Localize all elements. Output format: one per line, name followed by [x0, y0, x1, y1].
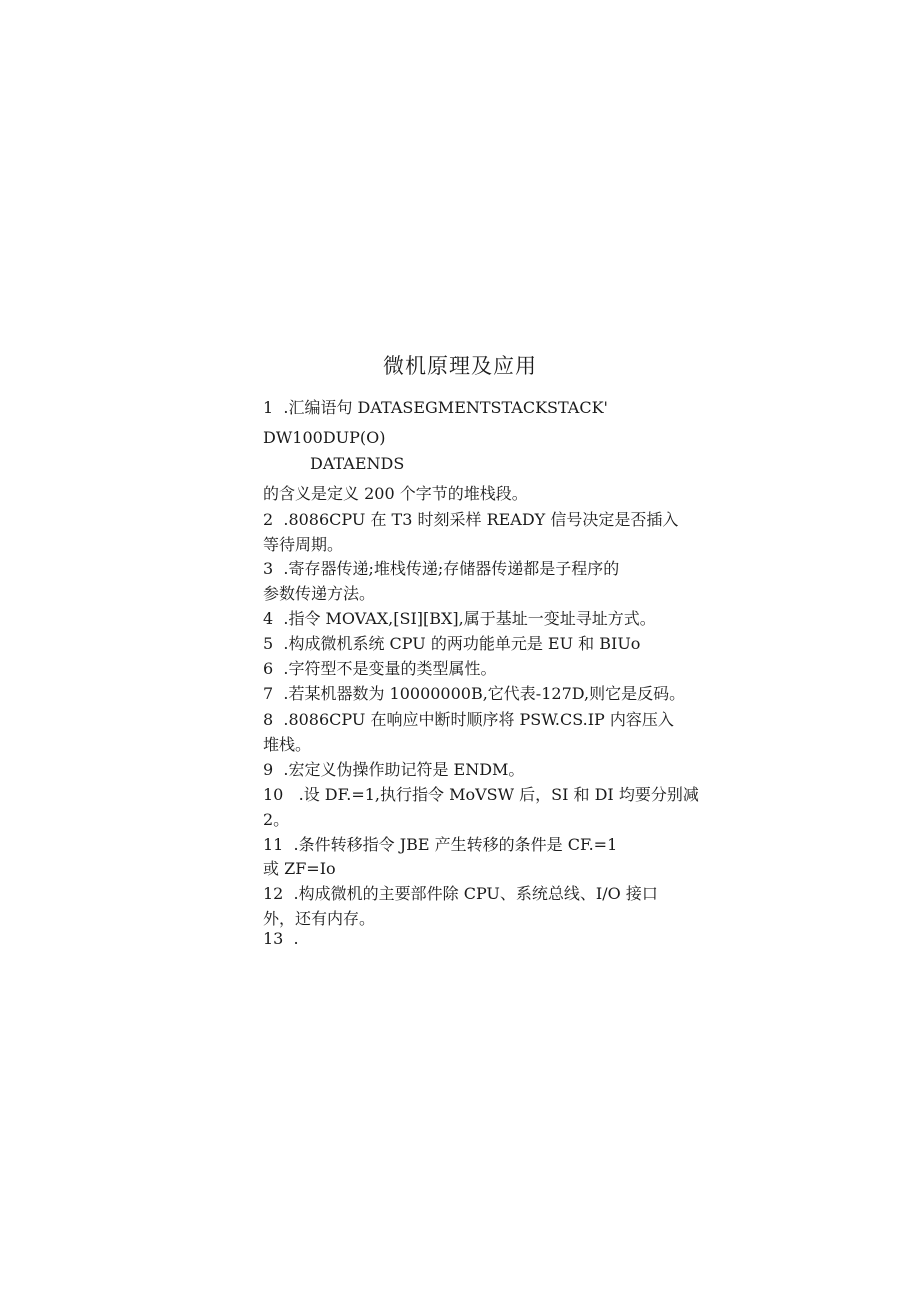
- question-1-line-2: DW100DUP(O): [263, 428, 386, 447]
- question-11-line-2: 或 ZF=Io: [263, 859, 336, 878]
- question-1-line-4: 的含义是定义 200 个字节的堆栈段。: [263, 484, 528, 503]
- question-12-line-2: 外，还有内存。: [263, 909, 376, 928]
- question-11-line-1: 11 .条件转移指令 JBE 产生转移的条件是 CF.=1: [263, 835, 618, 854]
- question-3-line-1: 3 .寄存器传递;堆栈传递;存储器传递都是子程序的: [263, 559, 620, 578]
- question-5-line: 5 .构成微机系统 CPU 的两功能单元是 EU 和 BIUo: [263, 634, 641, 653]
- question-4-line: 4 .指令 MOVAX,[SI][BX],属于基址一变址寻址方式。: [263, 609, 656, 628]
- question-10-line-2: 2。: [263, 810, 290, 829]
- question-10-line-1: 10 .设 DF.=1,执行指令 MoVSW 后，SI 和 DI 均要分别减: [263, 785, 699, 804]
- question-7-line: 7 .若某机器数为 10000000B,它代表-127D,则它是反码。: [263, 684, 686, 703]
- question-3-line-2: 参数传递方法。: [263, 584, 376, 603]
- question-9-line: 9 .宏定义伪操作助记符是 ENDM。: [263, 760, 525, 779]
- question-8-line-1: 8 .8086CPU 在响应中断时顺序将 PSW.CS.IP 内容压入: [263, 710, 674, 729]
- question-12-line-1: 12 .构成微机的主要部件除 CPU、系统总线、I/O 接口: [263, 884, 658, 903]
- question-2-line-1: 2 .8086CPU 在 T3 时刻采样 READY 信号决定是否插入: [263, 510, 679, 529]
- question-8-line-2: 堆栈。: [263, 735, 312, 754]
- page-title: 微机原理及应用: [383, 354, 537, 378]
- question-13-line: 13 .: [263, 929, 299, 948]
- question-1-line-3: DATAENDS: [310, 454, 405, 473]
- question-6-line: 6 .字符型不是变量的类型属性。: [263, 659, 497, 678]
- question-2-line-2: 等待周期。: [263, 535, 344, 554]
- question-1-line-1: 1 .汇编语句 DATASEGMENTSTACKSTACK': [263, 398, 608, 417]
